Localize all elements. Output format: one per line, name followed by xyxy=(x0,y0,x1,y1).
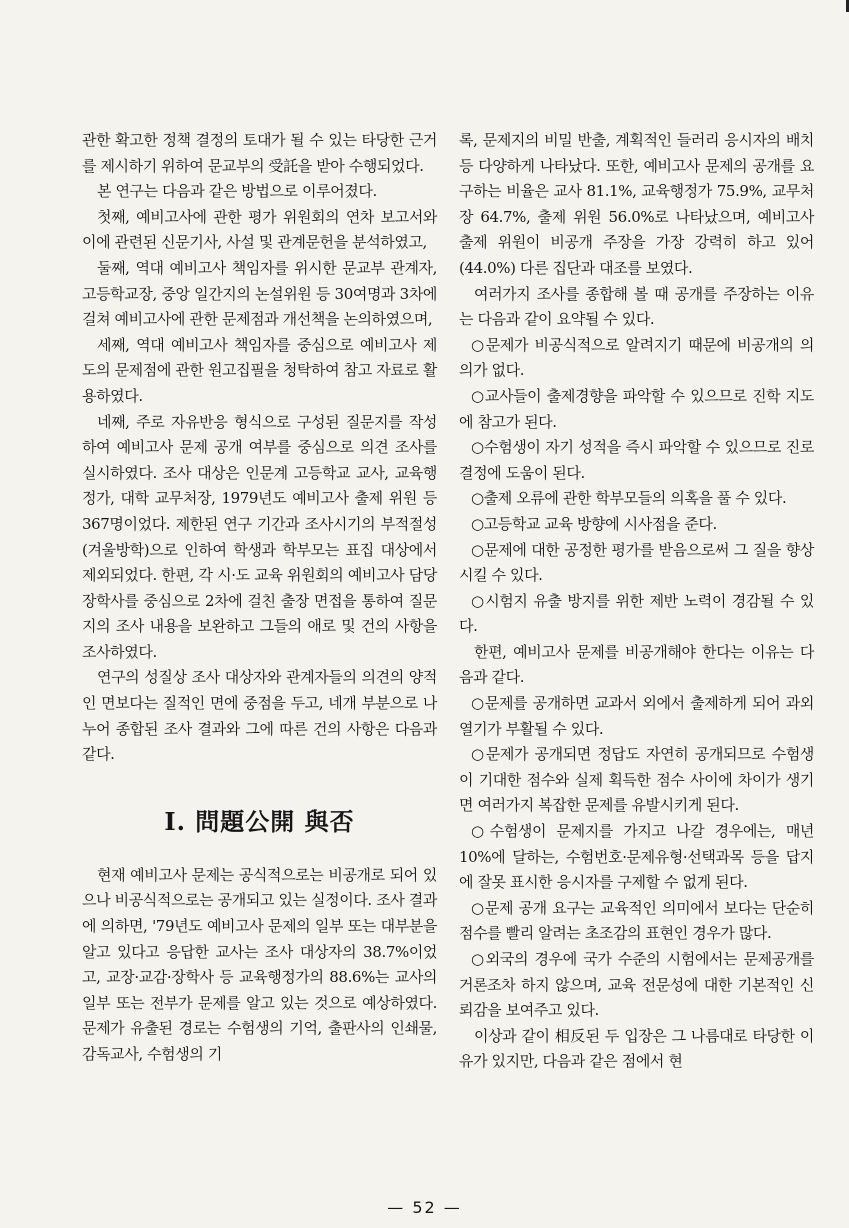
paragraph: ○수험생이 자기 성적을 즉시 파악할 수 있으므로 진로 결정에 도움이 된다. xyxy=(459,438,814,482)
page-number: — 52 — xyxy=(387,1198,462,1217)
paragraph: 여러가지 조사를 종합해 볼 때 공개를 주장하는 이유는 다음과 같이 요약될 수 있다. xyxy=(459,284,814,329)
paragraph: ○출제 오류에 관한 학부모들의 의혹을 풀 수 있다. xyxy=(471,489,787,508)
paragraph: 현재 예비고사 문제는 공식적으로는 비공개로 되어 있으나 비공식적으로는 공개되고 있는 실정이다. 조사 결과에 의하면, '79년도 예비고사 문제의 일부 또는 대부분을 알고 있다고 응답한 교사는 조사 대상자의 38.7%이었고, 교장·교감·장학사 등 교육행정가의 88.6%는 교사의 일부 또는 전부가 문제를 알고 있는 것으로 예상하였다. 문제가 유출된 경로는 수험생의 기억, 출판사의 인쇄물, 감독교사, 수험생의 기 xyxy=(82,865,437,1063)
left-column-paragraphs xyxy=(82,128,437,768)
section-title xyxy=(82,802,437,837)
paragraph: 네째, 주로 자유반응 형식으로 구성된 질문지를 작성하여 예비고사 문제 공개 여부를 중심으로 의견 조사를 실시하였다. 조사 대상은 인문계 고등학교 교사, 교육행정가, 대학 교무처장, 1979년도 예비고사 출제 위원 등 367명이었다. 제한된 연구 기간과 조사시기의 부적절성(겨울방학)으로 인하여 학생과 학부모는 표집 대상에서 제외되었다. 한편, 각 시·도 교육 위원회의 예비고사 담당 장학사를 중심으로 2차에 걸친 출장 면접을 통하여 질문지의 조사 내용을 보완하고 그들의 애로 및 건의 사항을 조사하였다. xyxy=(82,412,437,661)
paragraph: ○문제 공개 요구는 교육적인 의미에서 보다는 단순히 점수를 빨리 알려는 초조감의 표현인 경우가 많다. xyxy=(459,898,814,943)
paragraph: 연구의 성질상 조사 대상자와 관계자들의 의견의 양적인 면보다는 질적인 면에 중점을 두고, 네개 부분으로 나누어 종합된 조사 결과와 그에 따른 건의 사항은 다음과 같다. xyxy=(82,668,437,764)
paragraph: 관한 확고한 정책 결정의 토대가 될 수 있는 타당한 근거를 제시하기 위하여 문교부의 受託을 받아 수행되었다. xyxy=(82,131,437,175)
paragraph: 이상과 같이 相反된 두 입장은 그 나름대로 타당한 이유가 있지만, 다음과 같은 점에서 현 xyxy=(459,1026,814,1071)
paragraph: ○시험지 유출 방지를 위한 제반 노력이 경감될 수 있다. xyxy=(459,591,814,636)
paragraph: 세째, 역대 예비고사 책임자를 중심으로 예비고사 제도의 문제점에 관한 원고집필을 청탁하여 참고 자료로 활용하였다. xyxy=(82,335,437,405)
right-column-paragraphs xyxy=(459,128,814,1075)
paragraph: ○수험생이 문제지를 가지고 나갈 경우에는, 매년 10%에 달하는, 수험번호·문제유형·선택과목 등을 답지에 잘못 표시한 응시자를 구제할 수 없게 된다. xyxy=(459,822,814,892)
paragraph: 첫째, 예비고사에 관한 평가 위원회의 연차 보고서와 이에 관련된 신문기사, 사설 및 관계문헌을 분석하였고, xyxy=(82,207,437,252)
paragraph: 둘째, 역대 예비고사 책임자를 위시한 문교부 관계자, 고등학교장, 중앙 일간지의 논설위원 등 30여명과 3차에 걸쳐 예비고사에 관한 문제점과 개선책을 논의하였으며, xyxy=(82,258,437,329)
paragraph: ○외국의 경우에 국가 수준의 시험에서는 문제공개를 거론조차 하지 않으며, 교육 전문성에 대한 기본적인 신뢰감을 보여주고 있다. xyxy=(459,950,814,1020)
paragraph: ○문제를 공개하면 교과서 외에서 출제하게 되어 과외 열기가 부활될 수 있다. xyxy=(459,694,814,738)
paragraph: ○문제에 대한 공정한 평가를 받음으로써 그 질을 향상시킬 수 있다. xyxy=(459,540,814,585)
paragraph: 한편, 예비고사 문제를 비공개해야 한다는 이유는 다음과 같다. xyxy=(459,642,814,687)
paragraph: 록, 문제지의 비밀 반출, 계획적인 들러리 응시자의 배치 등 다양하게 나타났다. 또한, 예비고사 문제의 공개를 요구하는 비율은 교사 81.1%, 교육행정가 75.9%, 교무처장 64.7%, 출제 위원 56.0%로 나타났으며, 예비고사 출제 위원이 비공개 주장을 가장 강력히 하고 있어(44.0%) 다른 집단과 대조를 보였다. xyxy=(459,131,814,277)
right-column xyxy=(459,128,814,1075)
section-title-text: I. 問題公開 與否 xyxy=(164,806,355,836)
left-column-paragraphs-after xyxy=(82,863,437,1068)
paragraph: ○고등학교 교육 방향에 시사점을 준다. xyxy=(471,514,717,533)
paragraph: 본 연구는 다음과 같은 방법으로 이루어졌다. xyxy=(97,182,377,201)
paragraph: ○교사들이 출제경향을 파악할 수 있으므로 진학 지도에 참고가 된다. xyxy=(459,386,814,431)
left-column xyxy=(82,128,437,1068)
paragraph: ○문제가 비공식적으로 알려지기 때문에 비공개의 의의가 없다. xyxy=(459,335,814,380)
paragraph: ○문제가 공개되면 정답도 자연히 공개되므로 수험생이 기대한 점수와 실제 획득한 점수 사이에 차이가 생기면 여러가지 복잡한 문제를 유발시키게 된다. xyxy=(459,745,814,815)
